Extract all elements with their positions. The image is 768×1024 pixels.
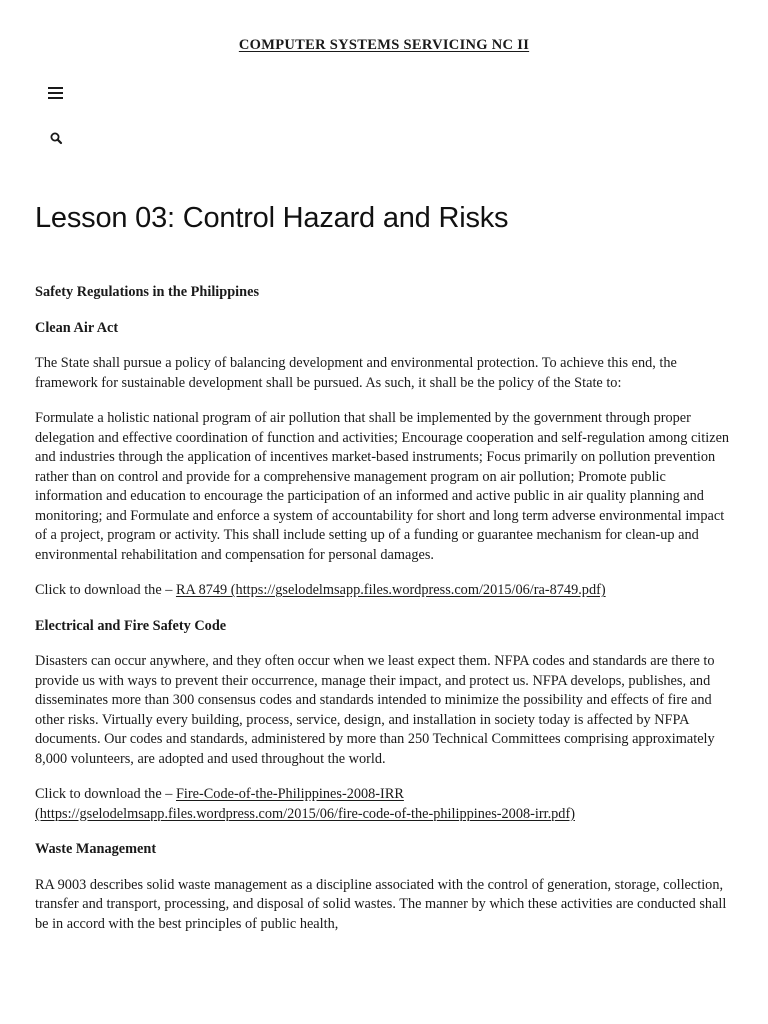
menu-bar [48,87,63,89]
hamburger-menu-icon[interactable] [48,85,66,101]
fire-code-body: Disasters can occur anywhere, and they often occur when we least expect them. NFPA codes and standards are there to provide us with ways to prevent their occurrence, manage their impact, and protect us. NFPA develops, publishes, and disseminates more than 300 consensus codes and standards intended to minimize the possibility and effects of fire and other risks. Virtually every building, process, service, design, and installation in society today is affected by NFPA documents. Our codes and standards, administered by more than 250 Technical Committees comprising approximately 8,000 volunteers, are adopted and used throughout the world. [35,653,715,767]
menu-bar [48,92,63,94]
download-prefix: Click to download the – [35,582,176,598]
search-icon[interactable] [49,131,65,147]
article-content [35,198,735,950]
search-icon-glyph [49,131,65,147]
fire-code-link-url: (https://gselodelmsapp.files.wordpress.com/2015/06/fire-code-of-the-philippines-2008-irr.pdf) [35,805,575,822]
clean-air-intro: The State shall pursue a policy of balancing development and environmental protection. To achieve this end, the framework for sustainable development shall be pursued. As such, it shall be the policy of the State to: [35,355,677,391]
clean-air-heading: Clean Air Act [35,319,119,336]
page-title: Lesson 03: Control Hazard and Risks [35,202,509,234]
site-header [0,36,768,54]
menu-bar [48,97,63,99]
clean-air-policy: Formulate a holistic national program of air pollution that shall be implemented by the government through proper delegation and effective coordination of function and activities; Encourage cooperation and self-regulation among citizen and industries through the application of incentives market-based instruments; Focus primarily on pollution prevention rather than on control and provide for a comprehensive management program on air pollution; Promote public information and education to encourage the participation of an informed and active public in air quality planning and monitoring; and Formulate and enforce a system of accountability for short and long term adverse environmental impact of a project, program or activity. This shall include setting up of a funding or guarantee mechanism for clean-up and environmental rehabilitation and compensation for personal damages. [35,410,730,563]
site-title-link[interactable]: COMPUTER SYSTEMS SERVICING NC II [238,37,530,53]
waste-heading: Waste Management [35,841,157,857]
waste-body: RA 9003 describes solid waste management as a discipline associated with the control of generation, storage, collection, transfer and transport, processing, and disposal of solid wastes. The manner by which these activities are conducted shall be in accord with the best principles of public health, [35,876,727,932]
fire-code-heading: Electrical and Fire Safety Code [35,617,227,634]
ra-8749-download-link[interactable]: RA 8749 (https://gselodelmsapp.files.wordpress.com/2015/06/ra-8749.pdf) [175,582,606,598]
section-heading: Safety Regulations in the Philippines [35,284,260,300]
fire-code-link-text: Fire-Code-of-the-Philippines-2008-IRR [175,786,404,802]
clean-air-download [35,581,735,601]
fire-code-download [35,785,735,824]
download-prefix: Click to download the – [35,786,176,802]
